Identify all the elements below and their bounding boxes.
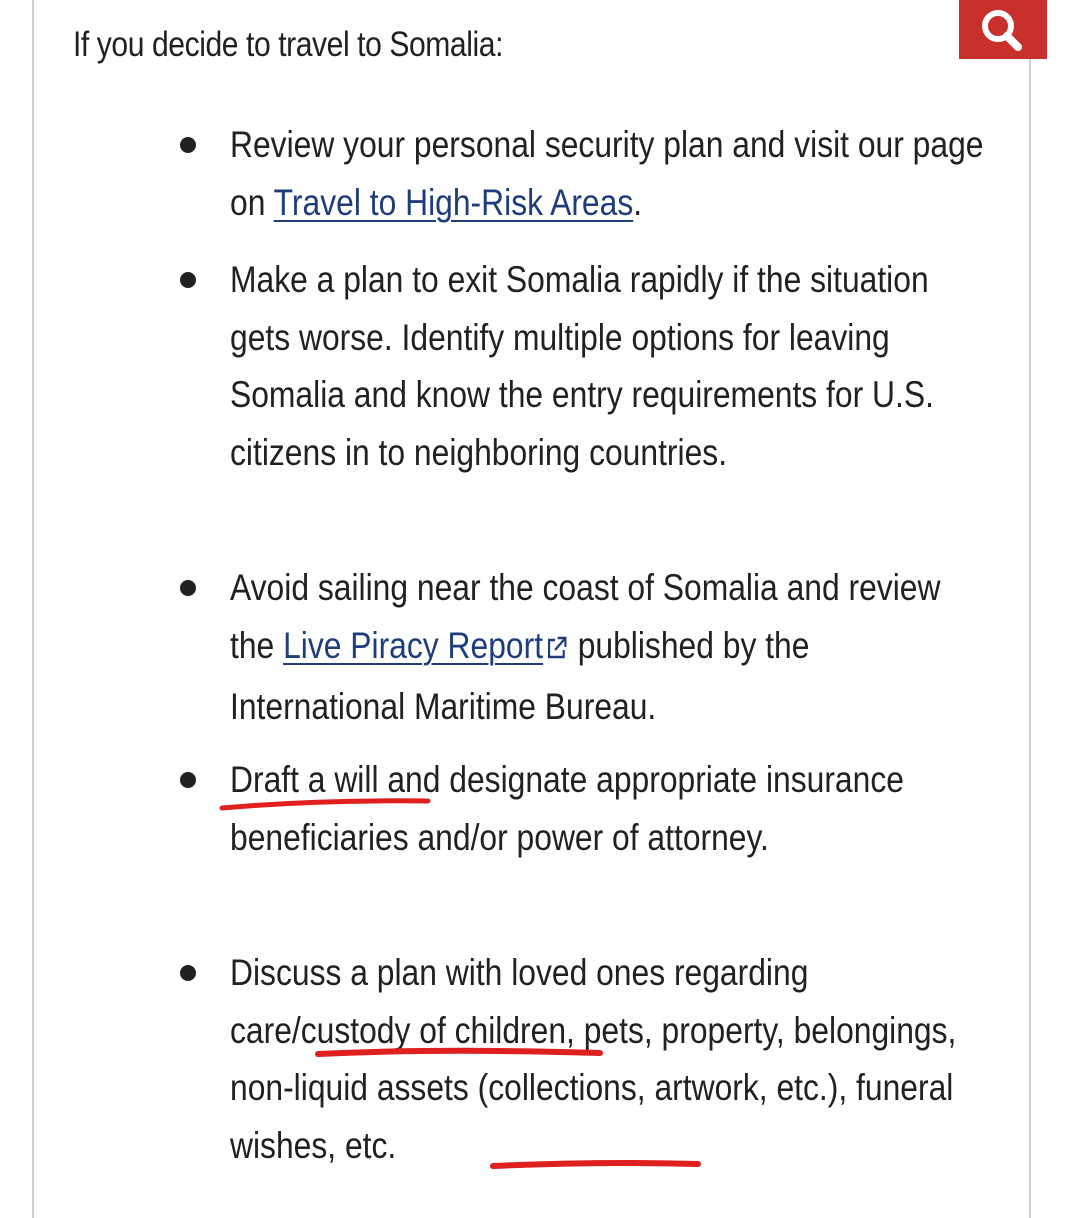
bullet-icon bbox=[180, 580, 196, 596]
list-item-text-part: published by the International Maritime Bureau. bbox=[230, 624, 810, 727]
bullet-icon bbox=[180, 965, 196, 981]
search-button[interactable] bbox=[959, 0, 1047, 59]
live-piracy-report-link[interactable]: Live Piracy Report bbox=[283, 624, 544, 666]
list-item-text-part: . bbox=[633, 181, 643, 223]
list-item-text bbox=[230, 559, 987, 736]
search-icon bbox=[976, 7, 1030, 53]
travel-high-risk-areas-link[interactable]: Travel to High-Risk Areas bbox=[273, 181, 634, 223]
external-link-icon[interactable] bbox=[545, 621, 569, 679]
list-item-text: Discuss a plan with loved ones regarding care/custody of children, pets, property, belongings, non-liquid assets (collections, artwork, etc.), funeral wishes, etc. bbox=[230, 952, 957, 1166]
bullet-icon bbox=[180, 272, 196, 288]
list-item-text-part: Review your personal security plan and visit our page on bbox=[230, 124, 984, 223]
list-item-text: Draft a will and designate appropriate insurance beneficiaries and/or power of attorney. bbox=[230, 759, 904, 858]
intro-text: If you decide to travel to Somalia: bbox=[73, 25, 503, 64]
list-item-text bbox=[230, 116, 987, 231]
bullet-icon bbox=[180, 137, 196, 153]
list-item-text: Make a plan to exit Somalia rapidly if the situation gets worse. Identify multiple options for leaving Somalia and know the entry requirements for U.S. citizens in to neighboring countries. bbox=[230, 259, 934, 473]
list-item-text-part: Avoid sailing near the coast of Somalia and review the bbox=[230, 567, 941, 666]
bullet-icon bbox=[180, 772, 196, 788]
